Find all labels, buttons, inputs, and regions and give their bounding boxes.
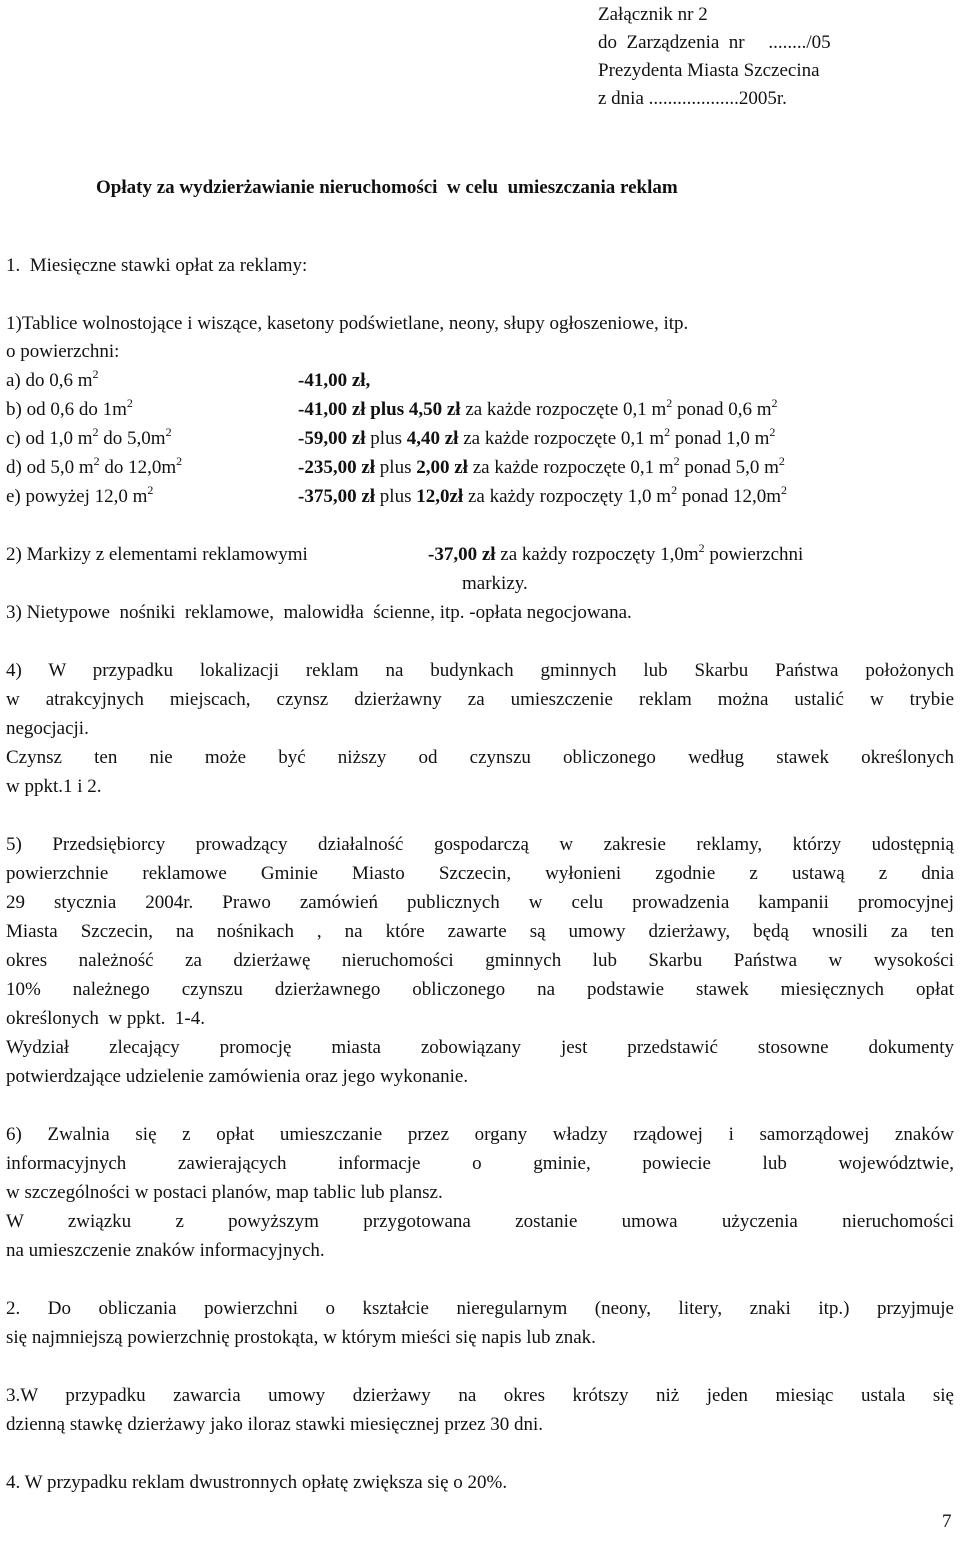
paragraph-line: w atrakcyjnych miejscach, czynsz dzierżawny za umieszczenie reklam można ustalić w trybie xyxy=(6,689,954,710)
paragraph-line: określonych w ppkt. 1-4. xyxy=(6,1008,205,1029)
paragraph-line: potwierdzające udzielenie zamówienia oraz jego wykonanie. xyxy=(6,1066,469,1087)
paragraph-line: 29 stycznia 2004r. Prawo zamówień publicznych w celu prowadzenia kampanii promocyjnej xyxy=(6,892,954,913)
paragraph-line: okres należność za dzierżawę nieruchomości gminnych lub Skarbu Państwa w wysokości xyxy=(6,950,954,971)
rate-label: e) powyżej 12,0 $m^2$ xyxy=(6,483,154,507)
rate-label: d) od 5,0 $m^2$ do $12,0m^2$ xyxy=(6,454,183,478)
rate-value: -41,00 zł plus 4,50 zł za każde rozpoczęte 0,1 $m^2$ ponad 0,6 $m^2$ xyxy=(298,396,778,420)
paragraph-line: 4) W przypadku lokalizacji reklam na budynkach gminnych lub Skarbu Państwa położonych xyxy=(6,660,954,681)
section-4: 4. W przypadku reklam dwustronnych opłatę zwiększa się o 20%. xyxy=(6,1472,508,1493)
paragraph-line: Wydział zlecający promocję miasta zobowiązany jest przedstawić stosowne dokumenty xyxy=(6,1037,954,1058)
rate-value: -375,00 zł plus 12,0zł za każdy rozpoczęty 1,0 $m^2$ ponad $12,0m^2$ xyxy=(298,483,788,507)
paragraph-line: w ppkt.1 i 2. xyxy=(6,776,102,797)
section-1-heading: 1. Miesięczne stawki opłat za reklamy: xyxy=(6,255,308,276)
paragraph-line: na umieszczenie znaków informacyjnych. xyxy=(6,1240,325,1261)
paragraph-line: 6) Zwalnia się z opłat umieszczanie przez organy władzy rządowej i samorządowej znaków xyxy=(6,1124,954,1145)
annex-line: z dnia ...................2005r. xyxy=(598,88,787,109)
annex-line: Załącznik nr 2 xyxy=(598,4,708,25)
page-number: 7 xyxy=(942,1511,952,1532)
document-title: Opłaty za wydzierżawianie nieruchomości w celu umieszczania reklam xyxy=(96,177,678,198)
rate-value: -59,00 zł plus 4,40 zł za każde rozpoczęte 0,1 $m^2$ ponad 1,0 $m^2$ xyxy=(298,425,776,449)
rate-value: -235,00 zł plus 2,00 zł za każde rozpoczęte 0,1 $m^2$ ponad 5,0 $m^2$ xyxy=(298,454,785,478)
rate-label: b) od 0,6 do $1m^2$ xyxy=(6,396,133,420)
section-3-line: 3.W przypadku zawarcia umowy dzierżawy na okres krótszy niż jeden miesiąc ustala się xyxy=(6,1385,954,1406)
section-3-line: dzienną stawkę dzierżawy jako iloraz stawki miesięcznej przez 30 dni. xyxy=(6,1414,544,1435)
paragraph-line: 1)Tablice wolnostojące i wiszące, kasetony podświetlane, neony, słupy ogłoszeniowe, itp. xyxy=(6,313,689,334)
rate-value: -41,00 zł, xyxy=(298,370,371,391)
paragraph-2-label: 2) Markizy z elementami reklamowymi xyxy=(6,544,308,565)
paragraph-line: 10% należnego czynszu dzierżawnego obliczonego na podstawie stawek miesięcznych opłat xyxy=(6,979,954,1000)
paragraph-line: w szczególności w postaci planów, map tablic lub plansz. xyxy=(6,1182,443,1203)
paragraph-line: negocjacji. xyxy=(6,718,89,739)
paragraph-line: W związku z powyższym przygotowana zostanie umowa użyczenia nieruchomości xyxy=(6,1211,954,1232)
paragraph-line: Miasta Szczecin, na nośnikach , na które zawarte są umowy dzierżawy, będą wnosili za ten xyxy=(6,921,954,942)
rate-label: c) od 1,0 $m^2$ do $5,0m^2$ xyxy=(6,425,172,449)
paragraph-3: 3) Nietypowe nośniki reklamowe, malowidła ścienne, itp. -opłata negocjowana. xyxy=(6,602,632,623)
paragraph-line: powierzchnie reklamowe Gminie Miasto Szczecin, wyłonieni zgodnie z ustawą z dnia xyxy=(6,863,954,884)
rate-label: a) do 0,6 $m^2$ xyxy=(6,367,99,391)
annex-line: do Zarządzenia nr ......../05 xyxy=(598,32,831,53)
section-2-line: 2. Do obliczania powierzchni o kształcie nieregularnym (neony, litery, znaki itp.) przyjmuje xyxy=(6,1298,954,1319)
paragraph-line: markizy. xyxy=(462,573,528,594)
paragraph-2-rate: -37,00 zł za każdy rozpoczęty $1,0m^2$ powierzchni xyxy=(428,541,804,565)
section-2-line: się najmniejszą powierzchnię prostokąta, w którym mieści się napis lub znak. xyxy=(6,1327,596,1348)
paragraph-line: Czynsz ten nie może być niższy od czynszu obliczonego według stawek określonych xyxy=(6,747,954,768)
paragraph-line: o powierzchni: xyxy=(6,341,120,362)
annex-line: Prezydenta Miasta Szczecina xyxy=(598,60,820,81)
paragraph-line: informacyjnych zawierających informacje o gminie, powiecie lub województwie, xyxy=(6,1153,954,1174)
paragraph-line: 5) Przedsiębiorcy prowadzący działalność gospodarczą w zakresie reklamy, którzy udostępnią xyxy=(6,834,954,855)
